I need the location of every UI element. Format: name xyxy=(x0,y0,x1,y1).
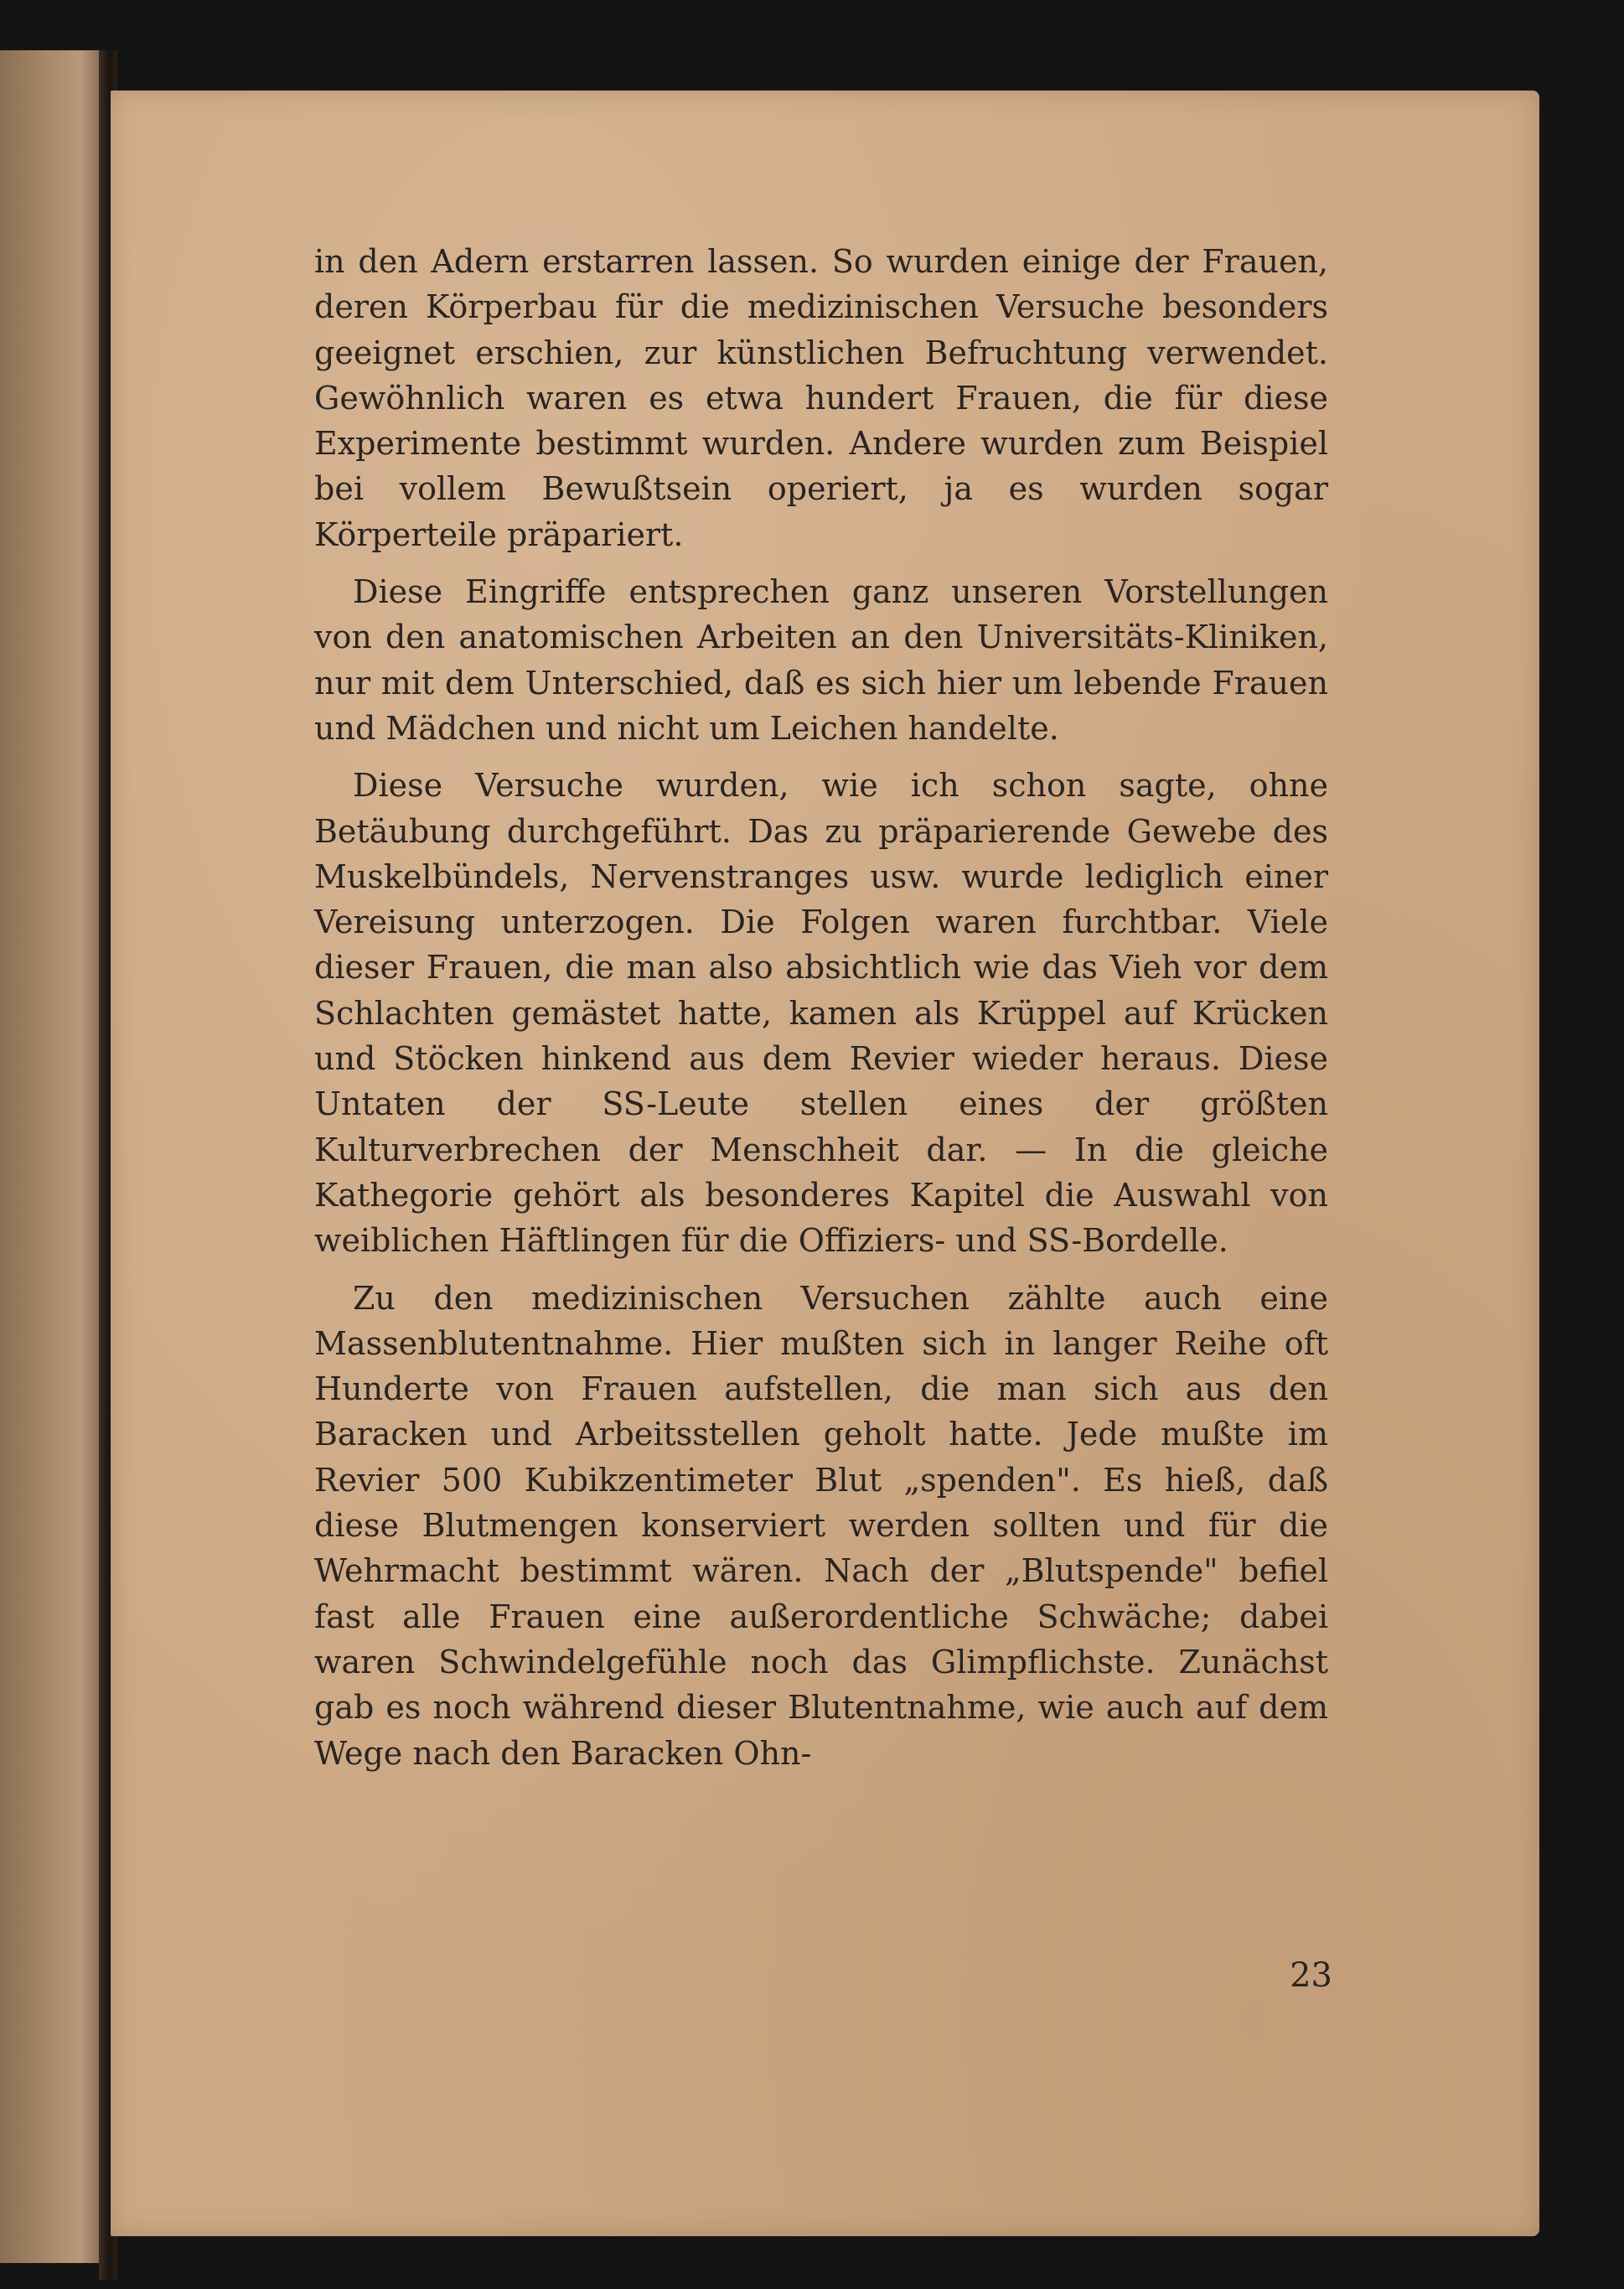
paragraph-1: in den Adern erstarren lassen. So wurden einige der Frauen, deren Körperbau für die medizinischen Versuche besonders geeignet erschien, zur künstlichen Befruchtung verwendet. Gewöhnlich waren es etwa hundert Frauen, die für diese Experimente bestimmt wurden. Andere wurden zum Beispiel bei vollem Bewußtsein operiert, ja es wurden sogar Körperteile präpariert. xyxy=(314,243,1328,553)
left-page-edge xyxy=(0,50,107,2263)
page-number: 23 xyxy=(1290,1956,1332,1995)
paragraph-2: Diese Eingriffe entsprechen ganz unseren Vorstellungen von den anatomischen Arbeiten an den Universitäts-Kliniken, nur mit dem Unterschied, daß es sich hier um lebende Frauen und Mädchen und nicht um Leichen handelte. xyxy=(314,573,1328,747)
paragraph-4: Zu den medizinischen Versuchen zählte auch eine Massenblutentnahme. Hier mußten sich in langer Reihe oft Hunderte von Frauen aufstellen, die man sich aus den Baracken und Arbeitsstellen geholt hatte. Jede mußte im Revier 500 Kubikzentimeter Blut „spenden". Es hieß, daß diese Blutmengen konserviert werden sollten und für die Wehrmacht bestimmt wären. Nach der „Blutspende" befiel fast alle Frauen eine außerordentliche Schwäche; dabei waren Schwindelgefühle noch das Glimpflichste. Zunächst gab es noch während dieser Blutentnahme, wie auch auf dem Wege nach den Baracken Ohn- xyxy=(314,1279,1328,1772)
paragraph-3: Diese Versuche wurden, wie ich schon sagte, ohne Betäubung durchgeführt. Das zu präparierende Gewebe des Muskelbündels, Nervenstranges usw. wurde lediglich einer Vereisung unterzogen. Die Folgen waren furchtbar. Viele dieser Frauen, die man also absichtlich wie das Vieh vor dem Schlachten gemästet hatte, kamen als Krüppel auf Krücken und Stöcken hinkend aus dem Revier wieder heraus. Diese Untaten der SS-Leute stellen eines der größten Kulturverbrechen der Menschheit dar. — In die gleiche Kathegorie gehört als besonderes Kapitel die Auswahl von weiblichen Häftlingen für die Offiziers- und SS-Bordelle. xyxy=(314,767,1328,1260)
page-body-text xyxy=(314,239,1328,1788)
